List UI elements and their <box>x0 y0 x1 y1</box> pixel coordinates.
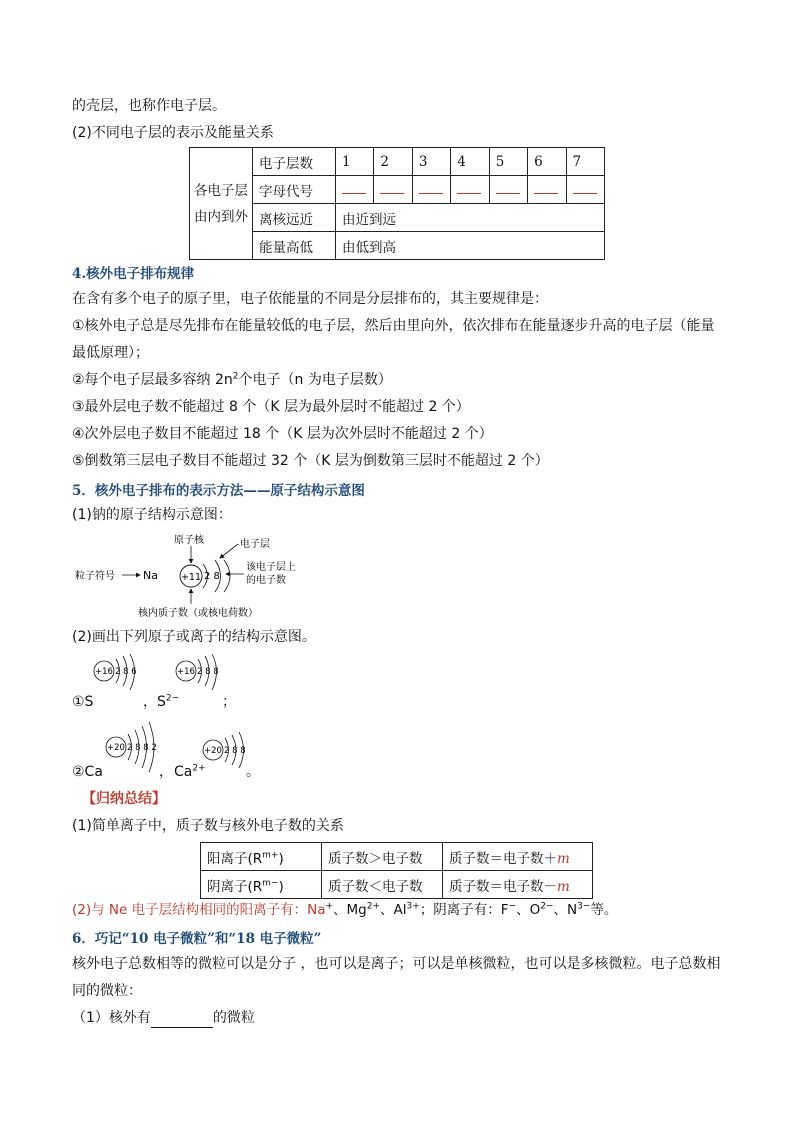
comparison-cell: 质子数＜电子数 <box>322 871 443 899</box>
section-2-title: (2)不同电子层的表示及能量关系 <box>72 125 274 141</box>
letter-blank <box>451 176 489 204</box>
letter-blank <box>336 176 374 204</box>
sodium-structure-diagram <box>70 530 310 622</box>
shell-number: 3 <box>412 148 450 176</box>
nucleus-charge: +11 <box>180 572 202 583</box>
shell-number: 7 <box>566 148 604 176</box>
table-row <box>201 843 593 871</box>
rule-3: ③最外层电子数不能超过 8 个（K 层为最外层时不能超过 2 个） <box>72 399 470 415</box>
letter-blank <box>374 176 412 204</box>
rule-2 <box>72 370 392 390</box>
nucleus-label: 原子核 <box>174 535 204 546</box>
shell-number: 2 <box>374 148 412 176</box>
summary-title: 【归纳总结】 <box>82 791 166 807</box>
count-label-2: 的电子数 <box>246 575 286 586</box>
section-4-intro: 在含有多个电子的原子里，电子依能量的不同是分层排布的，其主要规律是： <box>72 291 548 307</box>
letter-blank <box>566 176 604 204</box>
comma: ， <box>159 764 173 780</box>
rule-4: ④次外层电子数目不能超过 18 个（K 层为次外层时不能超过 2 个） <box>72 426 493 442</box>
comma: ， <box>143 694 157 710</box>
ca2-charge: 2+ <box>192 763 206 774</box>
answer-blank[interactable] <box>151 1013 213 1028</box>
formula-cell: 质子数＝电子数＋m <box>443 843 593 871</box>
shell-number: 4 <box>451 148 489 176</box>
row-header-line: 由内到外 <box>194 208 248 225</box>
s-nucleus: +16 <box>95 667 113 677</box>
rule-2-text-b: 个电子（n 为电子层数） <box>238 372 392 388</box>
section-6-line-1: 核外电子总数相等的微粒可以是分子 ，也可以是离子；可以是单核微粒，也可以是多核微粒。电子总数相 <box>72 956 721 972</box>
table-row <box>201 871 593 899</box>
ca2-electrons: 2 8 8 <box>224 746 246 756</box>
section-4-title: 4.核外电子排布规律 <box>72 266 195 282</box>
summary-sub-2: (2)与 Ne 电子层结构相同的阳离子有：Na+、$Mg^{2+}$、$Al^{3+}$；阴离子有：F−、$O^{2-}$、$N^{3-}$等。 <box>72 901 618 918</box>
electron-counts: 2 8 <box>204 571 220 582</box>
rule-1-line-b: 最低原理）； <box>72 345 149 361</box>
row-label: 电子层数 <box>253 148 336 176</box>
rule-1-line-a: ①核外电子总是尽先排布在能量较低的电子层，然后由里向外，依次排布在能量逐步升高的电子层（能量 <box>72 318 715 334</box>
ca2-nucleus: +20 <box>204 746 222 756</box>
row-header-cell <box>190 148 253 260</box>
row-header-line: 各电子层 <box>194 182 248 199</box>
proton-label: 核内质子数（或核电荷数） <box>138 608 258 619</box>
letter-blank <box>489 176 527 204</box>
shell-table <box>189 147 605 260</box>
count-label-1: 该电子层上 <box>246 562 296 573</box>
section-6-line-2: 同的微粒： <box>72 983 142 999</box>
row-value: 由近到远 <box>336 204 605 232</box>
row-label: 字母代号 <box>253 176 336 204</box>
shell-number: 6 <box>528 148 566 176</box>
shell-label: 电子层 <box>240 539 270 550</box>
section-6-line-3: （1）核外有 的微粒 <box>72 1010 255 1026</box>
s-electrons: 2 8 6 <box>115 667 137 677</box>
rule-5: ⑤倒数第三层电子数目不能超过 32 个（K 层为倒数第三层时不能超过 2 个） <box>72 453 549 469</box>
rule-2-text-a: ②每个电子层最多容纳 2n <box>72 372 233 388</box>
s2-nucleus: +16 <box>177 667 195 677</box>
symbol-na: Na <box>143 569 158 582</box>
ca-label: ②Ca <box>72 764 103 780</box>
rule-2-sup: 2 <box>232 371 239 382</box>
ca-nucleus: +20 <box>107 743 125 753</box>
shell-number: 5 <box>489 148 527 176</box>
section-5-title: 5．核外电子排布的表示方法——原子结构示意图 <box>72 483 365 499</box>
s2-label: S <box>157 694 166 710</box>
intro-line: 的壳层，也称作电子层。 <box>72 98 226 114</box>
section-6-title: 6．巧记“10 电子微粒”和“18 电子微粒” <box>72 931 322 947</box>
ion-relation-table <box>200 842 593 899</box>
comparison-cell: 质子数＞电子数 <box>322 843 443 871</box>
ion-type-cell: 阳离子$(R^{m+})$ <box>201 843 322 871</box>
row-value: 由低到高 <box>336 232 605 260</box>
shell-arc <box>224 560 230 592</box>
row-label: 离核远近 <box>253 204 336 232</box>
shell-number: 1 <box>336 148 374 176</box>
summary-sub-1: (1)简单离子中，质子数与核外电子数的关系 <box>72 818 344 834</box>
ion-type-cell: 阴离子$(R^{m-})$ <box>201 871 322 899</box>
formula-cell: 质子数＝电子数－m <box>443 871 593 899</box>
ca-electrons: 2 8 8 2 <box>127 743 157 753</box>
section-5-sub-2: (2)画出下列原子或离子的结构示意图。 <box>72 629 316 645</box>
letter-blank <box>528 176 566 204</box>
s2-charge: 2− <box>165 693 180 704</box>
symbol-label: 粒子符号 <box>75 571 115 582</box>
period: 。 <box>246 764 260 780</box>
ca2-label: Ca <box>174 764 193 780</box>
semicolon: ； <box>222 694 236 710</box>
section-5-sub-1: (1)钠的原子结构示意图： <box>72 507 232 523</box>
letter-blank <box>412 176 450 204</box>
row-label: 能量高低 <box>253 232 336 260</box>
s-label: ①S <box>72 694 94 710</box>
s2-electrons: 2 8 8 <box>197 667 219 677</box>
